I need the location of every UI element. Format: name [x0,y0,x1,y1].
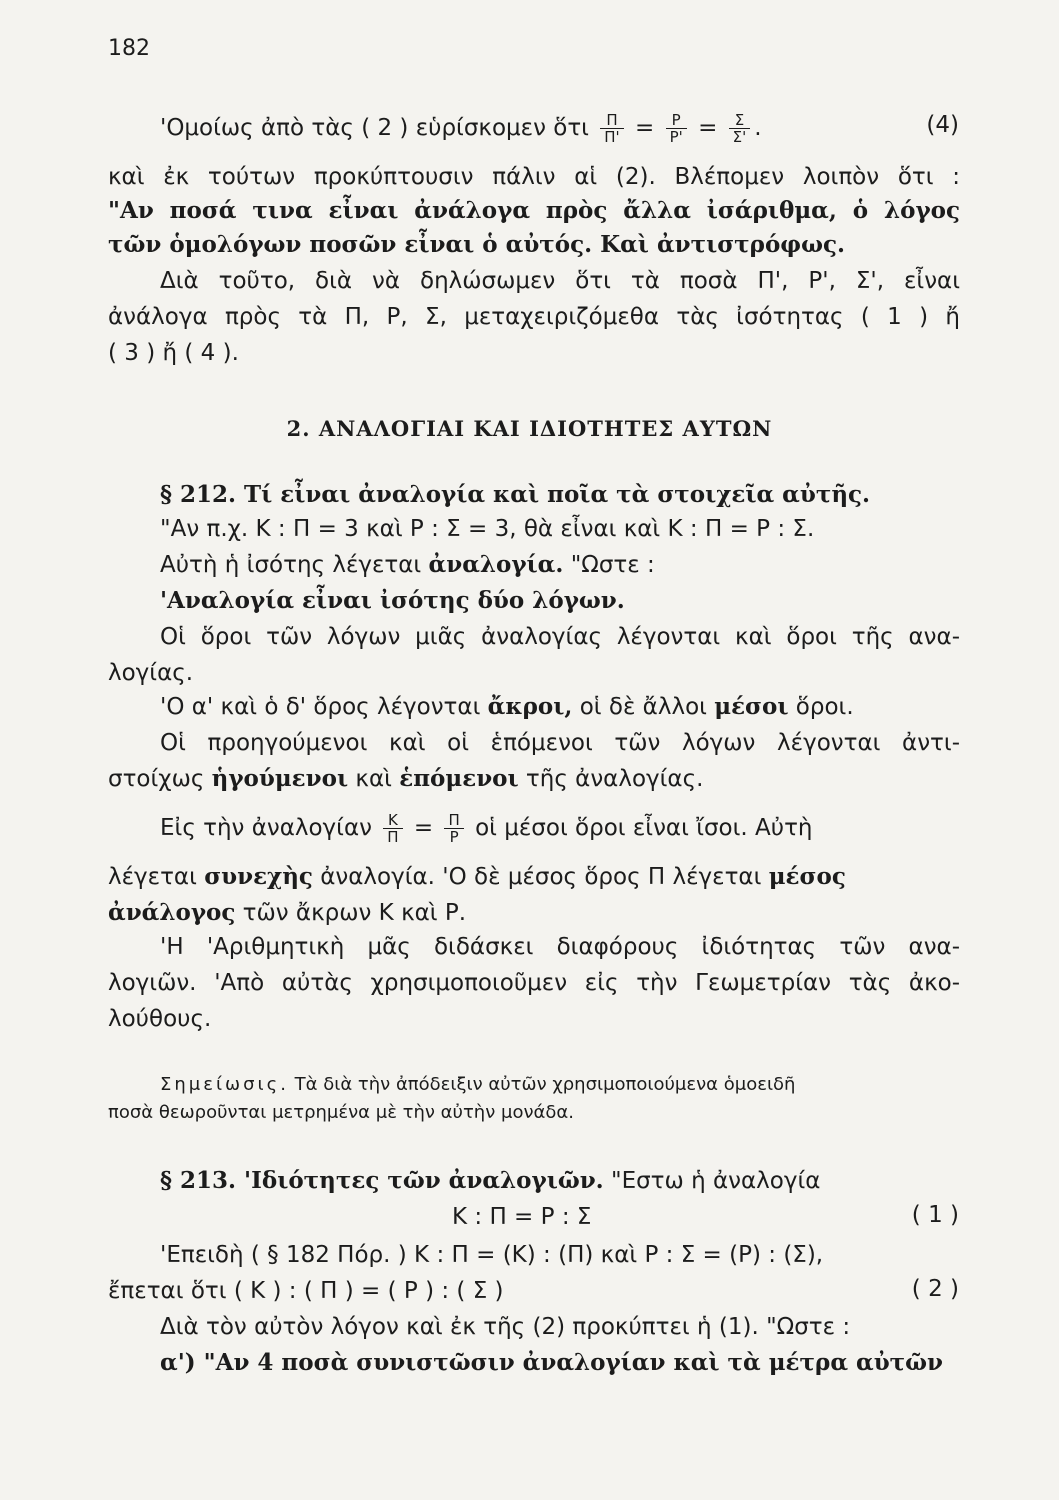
equation-number: (4) [926,112,959,138]
text-line: 'Η 'Αριθμητικὴ μᾶς διδάσκει διαφόρους ἰδιότητας τῶν ανα- [160,934,960,960]
text-line: στοίχως ἡγούμενοι καὶ ἑπόμενοι τῆς ἀναλογίας. [108,765,704,792]
text-line: Διὰ τὸν αὐτὸν λόγον καὶ ἐκ τῆς (2) προκύπτει ἡ (1). "Ωστε : [160,1314,851,1340]
text-line: καὶ ἐκ τούτων προκύπτουσιν πάλιν αἱ (2). Βλέπομεν λοιπὸν ὅτι : [108,164,960,190]
text-line: ἔπεται ὅτι ( Κ ) : ( Π ) = ( Ρ ) : ( Σ ) [108,1278,504,1304]
text-line: λογιῶν. 'Απὸ αὐτὰς χρησιμοποιοῦμεν εἰς τὴν Γεωμετρίαν τὰς ἀκο- [108,970,960,996]
text-line: 'Επειδὴ ( § 182 Πόρ. ) Κ : Π = (Κ) : (Π) καὶ Ρ : Σ = (Ρ) : (Σ), [160,1242,824,1268]
equation-number: ( 2 ) [911,1276,959,1302]
text-line: 'Ο α' καὶ ὁ δ' ὅρος λέγονται ἄκροι, οἱ δὲ ἄλλοι μέσοι ὅροι. [160,693,854,720]
text-line: Οἱ ὅροι τῶν λόγων μιᾶς ἀναλογίας λέγονται καὶ ὅροι τῆς ανα- [160,624,960,650]
text-line: Αὐτὴ ἡ ἰσότης λέγεται ἀναλογία. "Ωστε : [160,551,655,578]
fraction: $\frac{\Sigma}{\Sigma'}$ [729,112,751,145]
text-line: λούθους. [108,1006,212,1032]
fraction: $\frac{P}{P'}$ [666,112,687,145]
page-number: 182 [108,36,150,61]
fraction: $\frac{\Pi}{\Pi'}$ [600,112,623,145]
definition-line: 'Αναλογία εἶναι ἰσότης δύο λόγων. [160,587,625,614]
note-line: Σημείωσις. Τὰ διὰ τὴν ἀπόδειξιν αὐτῶν χρησιμοποιούμενα ὁμοειδῆ [160,1074,796,1095]
text-line: ἀνάλογα πρὸς τὰ Π, Ρ, Σ, μεταχειριζόμεθα τὰς ἰσότητας ( 1 ) ἤ [108,304,960,330]
text-line: Διὰ τοῦτο, διὰ νὰ δηλώσωμεν ὅτι τὰ ποσὰ Π', Ρ', Σ', εἶναι [160,268,960,294]
text-line: ἀνάλογος τῶν ἄκρων Κ καὶ Ρ. [108,899,467,926]
fraction: $\frac{\Pi}{P}$ [444,812,463,845]
fraction: $\frac{K}{\Pi}$ [383,812,402,845]
section-heading: 2. ΑΝΑΛΟΓΙΑΙ ΚΑΙ ΙΔΙΟΤΗΤΕΣ ΑΥΤΩΝ [286,416,773,441]
text-line: 'Ομοίως ἀπὸ τὰς ( 2 ) εὑρίσκομεν ὅτι $\frac{\Pi}{\Pi'}$ = $\frac{P}{P'}$ = $\frac{\Sigma}{\Sigma'}$ . [160,111,762,146]
text-line: λογίας. [108,660,194,686]
paragraph-heading: § 213. 'Ιδιότητες τῶν ἀναλογιῶν. "Εστω ἡ ἀναλογία [160,1167,821,1194]
paragraph-heading: § 212. Τί εἶναι ἀναλογία καὶ ποῖα τὰ στοιχεῖα αὐτῆς. [160,481,871,508]
theorem-line: α') "Αν 4 ποσὰ συνιστῶσιν ἀναλογίαν καὶ τὰ μέτρα αὐτῶν [160,1349,944,1376]
text-line: Εἰς τὴν ἀναλογίαν $\frac{K}{\Pi}$ = $\frac{\Pi}{P}$ οἱ μέσοι ὅροι εἶναι ἴσοι. Αὐτὴ [160,811,813,846]
text-line: "Αν π.χ. Κ : Π = 3 καὶ Ρ : Σ = 3, θὰ εἶναι καὶ Κ : Π = Ρ : Σ. [160,516,815,542]
equation-number: ( 1 ) [911,1202,959,1228]
text-line: ( 3 ) ἤ ( 4 ). [108,340,239,366]
equation: Κ : Π = Ρ : Σ [452,1204,592,1230]
note-line: ποσὰ θεωροῦνται μετρημένα μὲ τὴν αὐτὴν μονάδα. [108,1102,574,1123]
text-line: λέγεται συνεχὴς ἀναλογία. 'Ο δὲ μέσος ὅρος Π λέγεται μέσος [108,863,846,890]
theorem-line: τῶν ὁμολόγων ποσῶν εἶναι ὁ αὐτός. Καὶ ἀντιστρόφως. [108,231,845,258]
theorem-line: "Αν ποσά τινα εἶναι ἀνάλογα πρὸς ἄλλα ἰσάριθμα, ὁ λόγος [108,197,960,224]
text-line: Οἱ προηγούμενοι καὶ οἱ ἑπόμενοι τῶν λόγων λέγονται ἀντι- [160,730,960,756]
